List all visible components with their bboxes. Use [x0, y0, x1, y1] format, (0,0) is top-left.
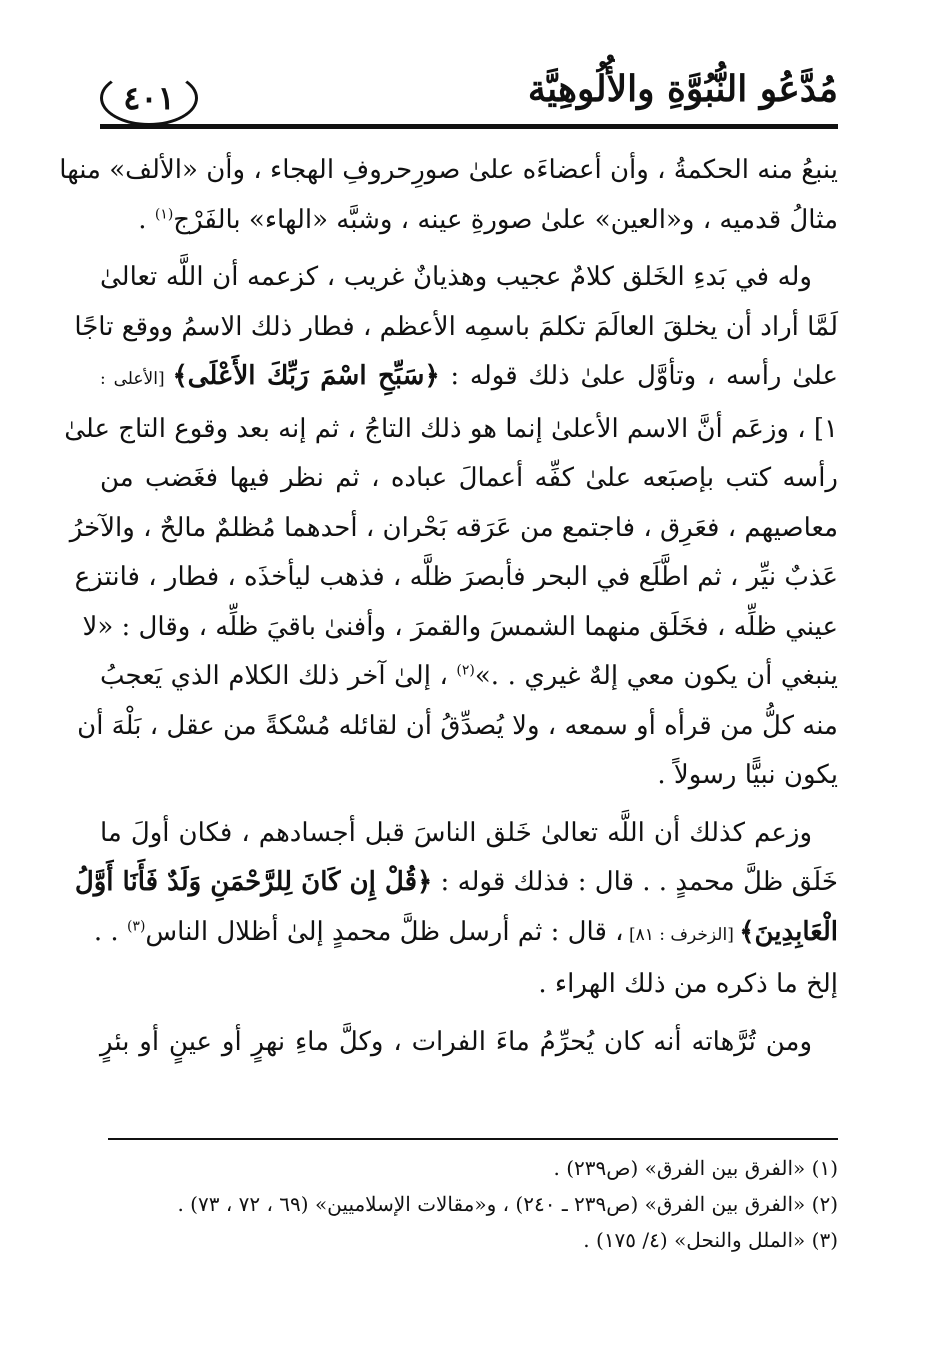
body-text [59, 146, 839, 1067]
text-line: منه كلُّ من قرأه أو سمعه ، ولا يُصدِّقُ أن لقائله مُسْكةً من عقل ، بَلْهَ أن [77, 710, 838, 741]
footnotes [100, 1150, 838, 1258]
text-line: رأسه كتب بإصبَعه علىٰ كفِّه أعمالَ عباده ، ثم نظر فيها فغَضب من [100, 463, 838, 493]
footnote-rule [108, 1138, 838, 1140]
text-line: معاصيهم ، فعَرِق ، فاجتمع من عَرَقه بَحْران ، أحدهما مُظلمٌ مالحٌ ، والآخرُ [69, 512, 838, 543]
footnote-2: (٢) «الفرق بين الفرق» (ص٢٣٩ ـ ٢٤٠) ، و«مقالات الإسلاميين» (٦٩ ، ٧٢ ، ٧٣) . [177, 1192, 838, 1216]
footnote-marker: (٢) [456, 662, 475, 679]
footnote-3: (٣) «الملل والنحل» (٤/ ١٧٥) . [583, 1228, 838, 1252]
text-line: ينبغي أن يكون معي إلهٌ غيري . .»$^{(٢)}$ ، إلىٰ آخر ذلك الكلام الذي يَعجبُ [100, 661, 839, 691]
text-line: عيني ظلِّه ، فخَلَق منهما الشمسَ والقمرَ ، وأفنىٰ باقيَ ظلِّه ، وقال : «لا [82, 611, 838, 642]
text-line: إلخ ما ذكره من ذلك الهراء . [538, 969, 838, 999]
text-line: ومن تُرَّهاته أنه كان يُحرِّمُ ماءَ الفرات ، وكلَّ ماءِ نهرٍ أو عينٍ أو بئرٍ [100, 1026, 812, 1057]
quran-verse: ﴿سَبِّحِ اسْمَ رَبِّكَ الأَعْلَى﴾ [172, 361, 440, 391]
header-rule [100, 124, 838, 129]
text-line: ١] ، وزعَم أنَّ الاسم الأعلىٰ إنما هو ذلك التاجُ ، ثم إنه بعد وقوع التاج علىٰ [64, 413, 838, 444]
quran-verse: الْعَابِدِينَ﴾ [739, 916, 838, 947]
text-line: عَذبٌ نيِّر ، ثم اطَّلَع في البحر فأبصرَ ظلَّه ، فذهب ليأخذَه ، فطار ، فانتزع [74, 562, 838, 592]
text-line: لَمَّا أراد أن يخلقَ العالَمَ تكلمَ باسمِه الأعظم ، فطار ذلك الاسمُ ووقع تاجًا [74, 311, 838, 342]
surah-reference: [الزخرف : ٨١] [623, 924, 740, 945]
page-header [100, 68, 838, 130]
footnote-marker: (٣) [126, 917, 146, 934]
text-line: يكون نبيًّا رسولاً . [657, 760, 838, 790]
text-line: الْعَابِدِينَ﴾ [الزخرف : ٨١] ، قال : ثم أرسل ظلَّ محمدٍ إلىٰ أظلال الناس$^{(٣)}$ . . [93, 916, 838, 947]
footnote-marker: (١) [154, 205, 174, 222]
page-number: ٤٠١ [100, 70, 198, 126]
text-line: مثالُ قدميه ، و«العين» علىٰ صورةِ عينه ، وشبَّه «الهاء» بالفَرْج$^{(١)}$ . [138, 204, 838, 235]
text-line: خَلَق ظلَّ محمدٍ . . قال : فذلك قوله : ﴿قُلْ إِن كَانَ لِلرَّحْمَنِ وَلَدٌ فَأَنَا أَوَّلُ [74, 867, 838, 897]
text-line: وله في بَدءِ الخَلق كلامٌ عجيب وهذيانٌ غريب ، كزعمه أن اللَّه تعالىٰ [100, 262, 812, 292]
text-line: وزعم كذلك أن اللَّه تعالىٰ خَلق الناسَ قبل أجسادهم ، فكان أولَ ما [100, 817, 812, 848]
text-line: ينبعُ منه الحكمةُ ، وأن أعضاءَه علىٰ صورِحروفِ الهجاء ، وأن «الألف» منها [59, 155, 838, 185]
surah-reference: [الأعلى : [100, 369, 173, 389]
footnote-1: (١) «الفرق بين الفرق» (ص٢٣٩) . [553, 1156, 838, 1180]
text-line: علىٰ رأسه ، وتأوَّل علىٰ ذلك قوله : ﴿سَبِّحِ اسْمَ رَبِّكَ الأَعْلَى﴾ [الأعلى : [100, 361, 838, 391]
quran-verse: ﴿قُلْ إِن كَانَ لِلرَّحْمَنِ وَلَدٌ فَأَنَا أَوَّلُ [74, 867, 433, 897]
running-title: مُدَّعُو النُّبُوَّةِ والأُلُوهِيَّة [527, 68, 838, 110]
